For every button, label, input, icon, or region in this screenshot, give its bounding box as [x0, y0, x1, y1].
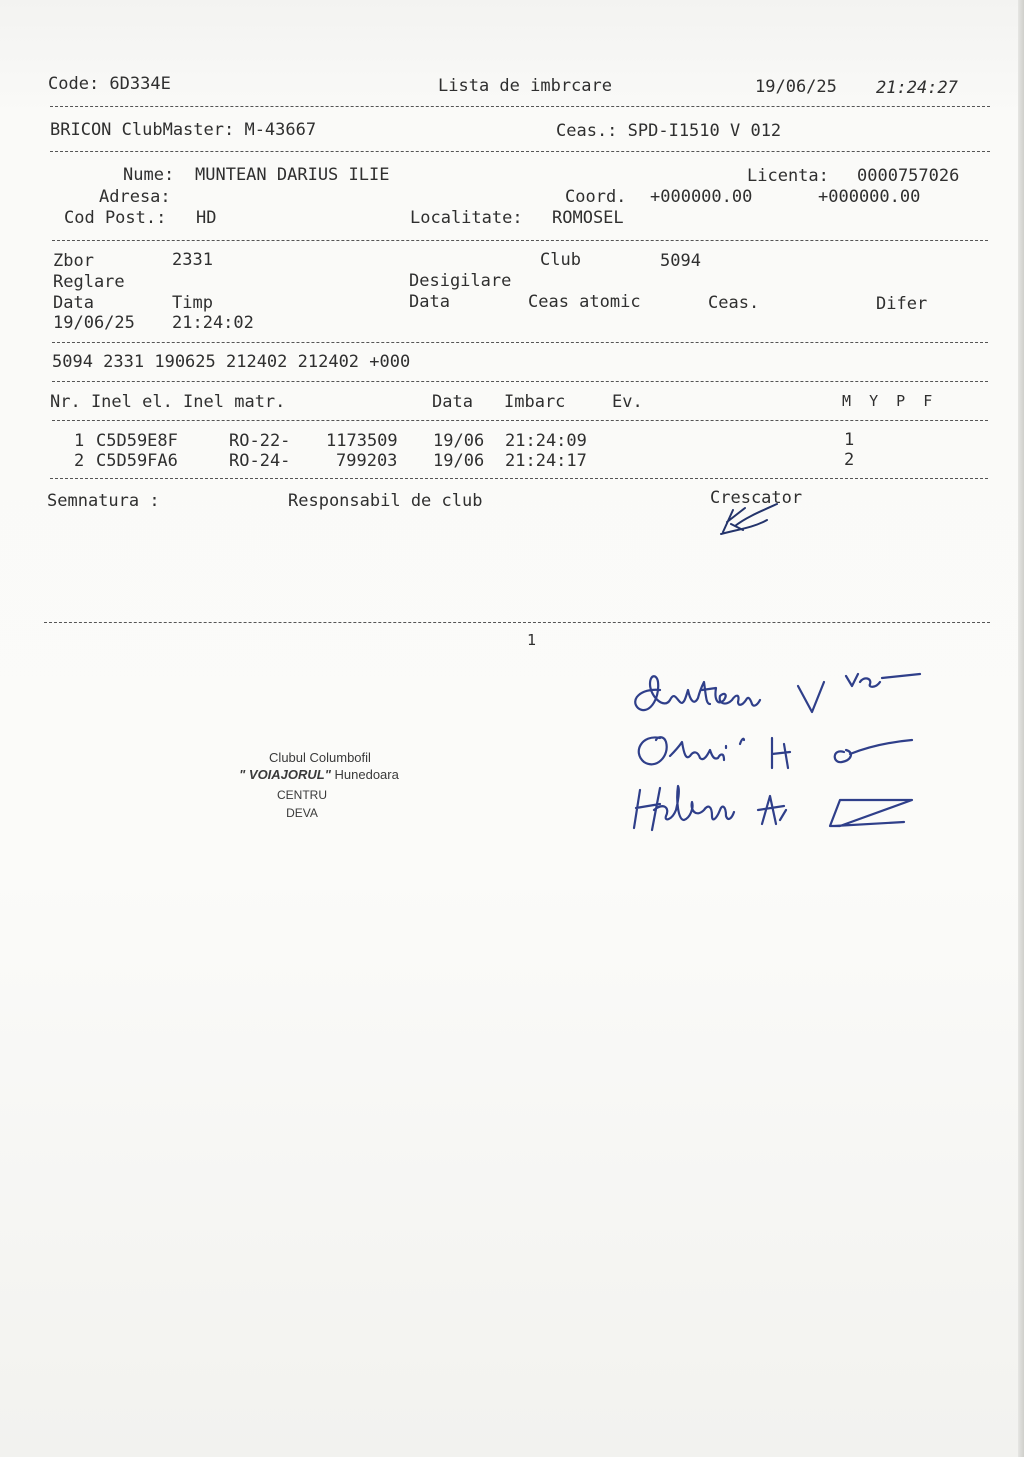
ring-series: RO-22-	[229, 431, 291, 451]
unseal-date-label: Data	[409, 292, 450, 312]
divider	[50, 478, 988, 479]
divider	[52, 420, 988, 421]
row-number: 2	[74, 451, 85, 471]
coord-label: Coord.	[565, 187, 627, 207]
atomic-clock-label: Ceas atomic	[528, 292, 641, 312]
stamp-city: Hunedoara	[330, 767, 399, 782]
club-value: 5094	[660, 251, 701, 271]
date-label: Data	[53, 293, 94, 313]
clock-label: Ceas.	[708, 293, 760, 313]
breeder-label: Crescator	[710, 488, 803, 508]
row-date: 19/06	[433, 451, 485, 471]
flight-label: Zbor	[53, 251, 94, 271]
coord-x: +000000.00	[650, 187, 753, 207]
club-label: Club	[540, 250, 581, 270]
table-header-boarding: Imbarc	[504, 392, 566, 412]
time-label: Timp	[172, 293, 213, 313]
club-responsible-label: Responsabil de club	[288, 491, 483, 511]
locality-label: Localitate:	[410, 208, 523, 228]
header-time: 21:24:27	[876, 78, 958, 98]
clock-info: Ceas.: SPD-I1510 V 012	[556, 121, 782, 141]
row-m-flag: 2	[844, 450, 855, 470]
table-header-flags: M Y P F	[842, 392, 933, 410]
postcode-label: Cod Post.:	[64, 208, 167, 228]
ring-number: 1173509	[326, 431, 398, 451]
row-boarding-time: 21:24:17	[505, 451, 587, 471]
divider	[52, 342, 988, 343]
page-edge-shadow	[1018, 0, 1024, 1457]
document-title: Lista de imbrcare	[438, 76, 612, 96]
locality-value: ROMOSEL	[552, 208, 624, 228]
stamp-line-2	[214, 767, 424, 782]
license-label: Licenta:	[747, 166, 829, 186]
clubmaster-info: BRICON ClubMaster: M-43667	[50, 120, 317, 140]
stamp-club-name: " VOIAJORUL"	[239, 767, 331, 782]
table-header-ev: Ev.	[612, 392, 643, 412]
address-label: Adresa:	[99, 187, 171, 207]
difference-label: Difer	[876, 294, 928, 314]
row-date: 19/06	[433, 431, 485, 451]
ring-number: 799203	[336, 451, 398, 471]
signature-label: Semnatura :	[47, 491, 160, 511]
divider	[44, 622, 990, 623]
table-header-date: Data	[432, 392, 473, 412]
divider	[50, 106, 990, 107]
row-boarding-time: 21:24:09	[505, 431, 587, 451]
stamp-line-3: CENTRU	[277, 788, 327, 802]
flight-value: 2331	[172, 250, 213, 270]
electronic-ring: C5D59FA6	[96, 451, 178, 471]
breeder-signature	[715, 500, 785, 540]
stamp-line-1: Clubul Columbofil	[269, 750, 371, 765]
stamp-line-4: DEVA	[286, 806, 318, 820]
unseal-label: Desigilare	[409, 271, 512, 291]
page-number: 1	[527, 631, 537, 649]
table-header-rings: Nr. Inel el. Inel matr.	[50, 392, 286, 412]
owner-name: MUNTEAN DARIUS ILIE	[195, 165, 390, 185]
header-date: 19/06/25	[755, 77, 837, 97]
license-value: 0000757026	[857, 166, 960, 186]
code-label: Code: 6D334E	[48, 74, 171, 94]
row-number: 1	[74, 431, 85, 451]
divider	[52, 381, 988, 382]
handwritten-signatures	[620, 660, 940, 840]
adjust-label: Reglare	[53, 272, 125, 292]
row-m-flag: 1	[844, 430, 855, 450]
divider	[50, 151, 990, 152]
electronic-ring: C5D59E8F	[96, 431, 178, 451]
ring-series: RO-24-	[229, 451, 291, 471]
adjust-time: 21:24:02	[172, 313, 254, 333]
name-label: Nume:	[123, 165, 175, 185]
code-line: 5094 2331 190625 212402 212402 +000	[52, 352, 411, 372]
postcode-value: HD	[196, 208, 217, 228]
adjust-date: 19/06/25	[53, 313, 135, 333]
coord-y: +000000.00	[818, 187, 921, 207]
divider	[52, 240, 988, 241]
